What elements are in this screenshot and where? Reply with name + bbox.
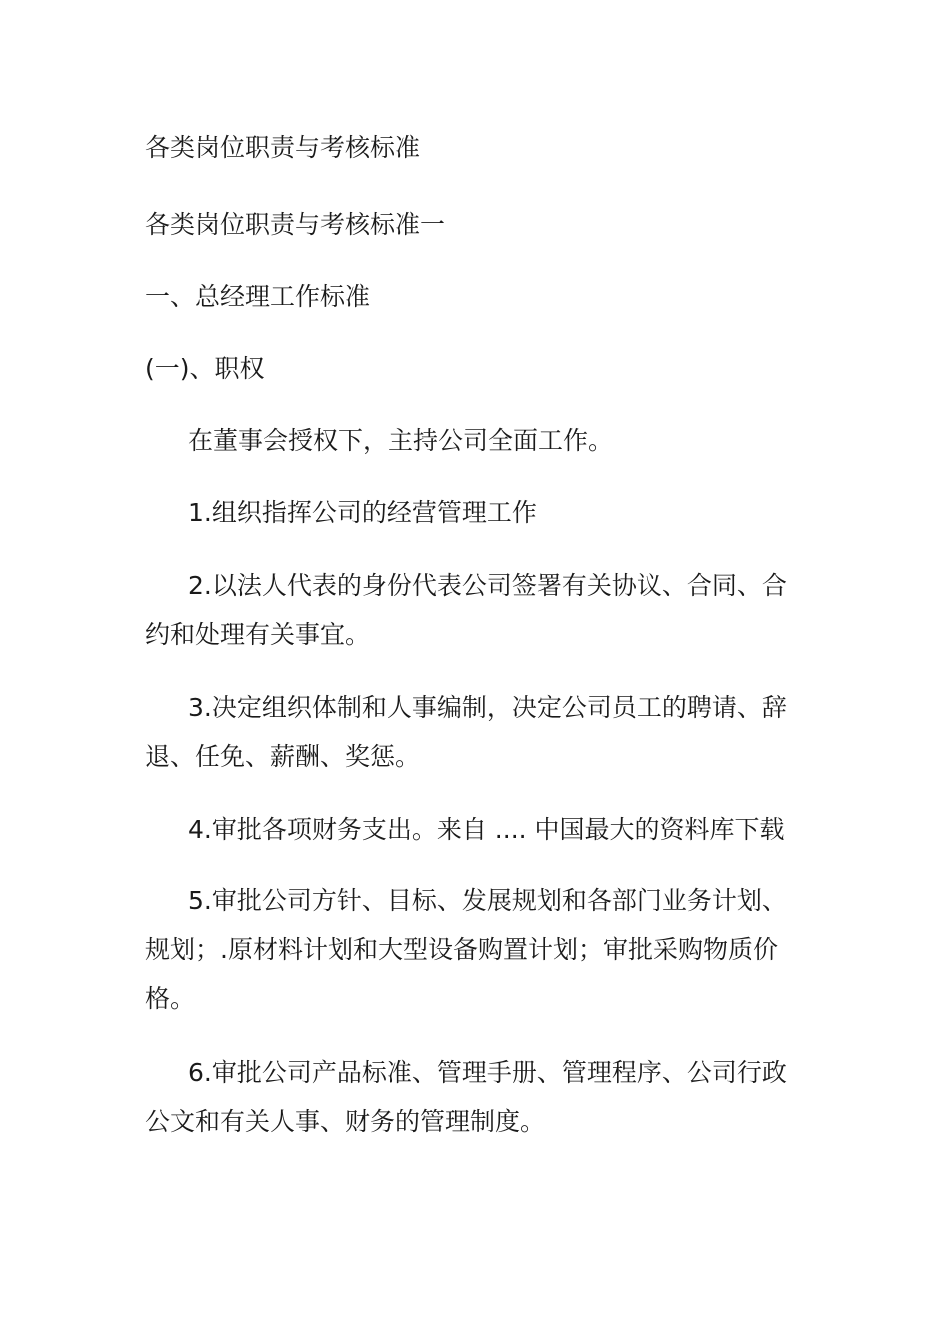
item-6-line-2: 公文和有关人事、财务的管理制度。 <box>145 1107 546 1136</box>
item-4-line-1: 4.审批各项财务支出。来自 .... 中国最大的资料库下载 <box>188 815 785 844</box>
item-6-line-1: 6.审批公司产品标准、管理手册、管理程序、公司行政 <box>188 1058 787 1087</box>
subsection-heading: (一)、职权 <box>145 354 265 383</box>
item-5-line-3: 格。 <box>145 984 196 1013</box>
item-3-line-1: 3.决定组织体制和人事编制，决定公司员工的聘请、辞 <box>188 693 787 722</box>
document-subtitle: 各类岗位职责与考核标准一 <box>145 210 446 239</box>
item-5-line-2: 规划；.原材料计划和大型设备购置计划；审批采购物质价 <box>145 935 778 964</box>
item-2-line-2: 约和处理有关事宜。 <box>145 620 371 649</box>
item-5-line-1: 5.审批公司方针、目标、发展规划和各部门业务计划、 <box>188 886 787 915</box>
item-2-line-1: 2.以法人代表的身份代表公司签署有关协议、合同、合 <box>188 571 787 600</box>
section-heading: 一、总经理工作标准 <box>145 282 371 311</box>
item-1-line-1: 1.组织指挥公司的经营管理工作 <box>188 498 537 527</box>
item-3-line-2: 退、任免、薪酬、奖惩。 <box>145 742 421 771</box>
intro-paragraph: 在董事会授权下，主持公司全面工作。 <box>188 426 614 455</box>
document-title: 各类岗位职责与考核标准 <box>145 133 421 162</box>
